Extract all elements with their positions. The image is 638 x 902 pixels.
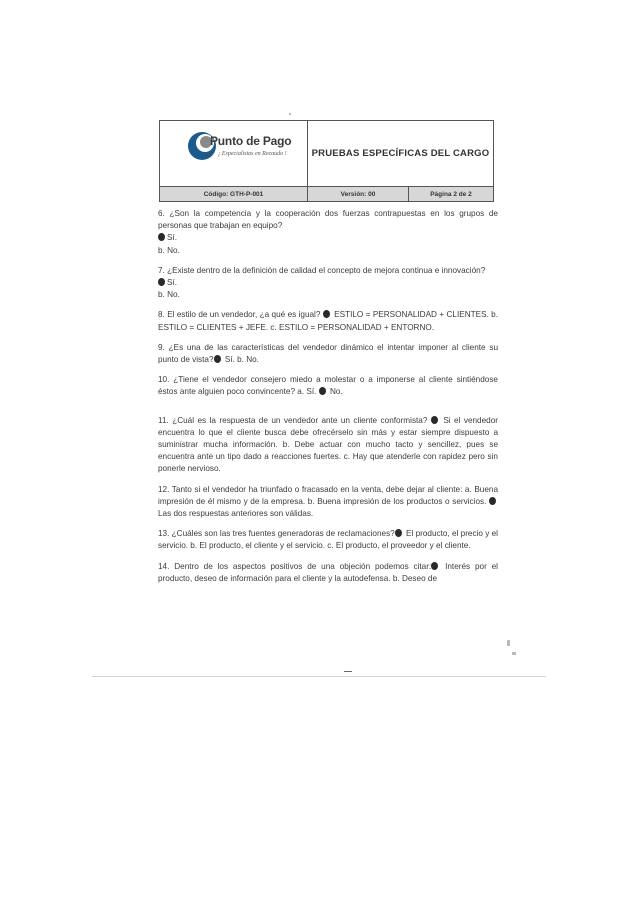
scan-speck bbox=[512, 652, 516, 655]
document-header bbox=[159, 120, 494, 202]
marked-answer-dot bbox=[323, 310, 330, 318]
question-text: 6. ¿Son la competencia y la cooperación dos fuerzas contrapuestas en los grupos de personas que trabajan en equipo? bbox=[158, 209, 498, 231]
document-title: PRUEBAS ESPECÍFICAS DEL CARGO bbox=[311, 148, 490, 159]
question-text: 11. ¿Cuál es la respuesta de un vendedor ante un cliente conformista? bbox=[158, 415, 428, 425]
document-code: Código: GTH-P-001 bbox=[160, 187, 308, 201]
question-text: 8. El estilo de un vendedor, ¿a qué es igual? bbox=[158, 310, 321, 320]
question-7 bbox=[158, 265, 498, 302]
question-11 bbox=[158, 415, 498, 476]
page-mark bbox=[344, 671, 352, 672]
marked-answer-dot bbox=[158, 233, 165, 241]
question-text: 14. Dentro de los aspectos positivos de una objeción podemos citar: bbox=[158, 561, 432, 571]
marked-answer-dot bbox=[395, 529, 402, 537]
question-text: 12. Tanto si el vendedor ha triunfado o fracasado en la venta, debe dejar al cliente: a. Buena impresión de él mismo y de la empresa. b. Buena impresión de los productos o servicios. bbox=[158, 484, 498, 506]
answer-options: El producto, el precio y el servicio. b. El producto, el cliente y el servicio. c. El producto, el proveedor y el cliente. bbox=[158, 529, 498, 551]
question-13 bbox=[158, 528, 498, 552]
marked-answer-dot bbox=[319, 387, 326, 395]
question-text: 9. ¿Es una de las características del vendedor dinámico el intentar imponer al cliente su punto de vista? bbox=[158, 342, 498, 365]
marked-answer-dot bbox=[489, 497, 496, 505]
answer-options: Las dos respuestas anteriores son válidas. bbox=[158, 509, 314, 519]
marked-answer-dot bbox=[158, 278, 165, 286]
header-footer-row bbox=[160, 186, 493, 201]
answer-options: Interés por el producto, deseo de información para el cliente y la autodefensa. b. Deseo de bbox=[158, 561, 499, 583]
scan-speck bbox=[507, 640, 510, 646]
question-8 bbox=[158, 309, 498, 333]
marked-answer-dot bbox=[431, 562, 438, 570]
answer-b: b. No. bbox=[158, 245, 180, 255]
brand-tagline: ¡ Especialistas en Recaudo ! bbox=[218, 151, 287, 157]
question-14 bbox=[158, 561, 498, 585]
scan-speck bbox=[289, 113, 291, 115]
answer-options: Si el vendedor encuentra lo que el cliente busca debe ofrecérselo sin más y estar siempre dispuesto a suministrar mucha información. b. Debe actuar con mucho tacto y sencillez, pues se encuentra ante un tipo dado a reacciones fuertes. c. Hay que atenderle con rapidez pero sin ponerle nervioso. bbox=[158, 415, 499, 474]
page-number: Página 2 de 2 bbox=[430, 190, 472, 198]
answer-a: Sí. bbox=[158, 277, 498, 289]
question-6 bbox=[158, 208, 498, 257]
document-version: Versión: 00 bbox=[308, 187, 409, 201]
page-bottom-rule bbox=[92, 676, 546, 677]
brand-name: Punto de Pago bbox=[210, 134, 292, 148]
answer-options: ESTILO = PERSONALIDAD + CLIENTES. b. ESTILO = CLIENTES + JEFE. c. ESTILO = PERSONALIDAD + ENTORNO. bbox=[158, 310, 498, 332]
answer-a: Sí. bbox=[158, 232, 498, 244]
question-12 bbox=[158, 484, 498, 521]
question-9 bbox=[158, 342, 498, 366]
question-text: 10. ¿Tiene el vendedor consejero miedo a molestar o a imponerse al cliente sintiéndose éstos ante alguien poco convincente? a. Sí. bbox=[158, 375, 498, 397]
question-text: 13. ¿Cuáles son las tres fuentes generadoras de reclamaciones? bbox=[158, 529, 395, 539]
question-text: 7. ¿Existe dentro de la definición de calidad el concepto de mejora continua e innovación? bbox=[158, 265, 486, 275]
answer-options: Sí. b. No. bbox=[222, 355, 259, 365]
answer-b: b. No. bbox=[158, 290, 180, 300]
questions-body bbox=[158, 208, 498, 593]
answer-options: No. bbox=[327, 387, 343, 397]
marked-answer-dot bbox=[431, 416, 438, 424]
logo-cell bbox=[160, 121, 308, 186]
marked-answer-dot bbox=[214, 355, 221, 363]
question-10 bbox=[158, 374, 498, 398]
